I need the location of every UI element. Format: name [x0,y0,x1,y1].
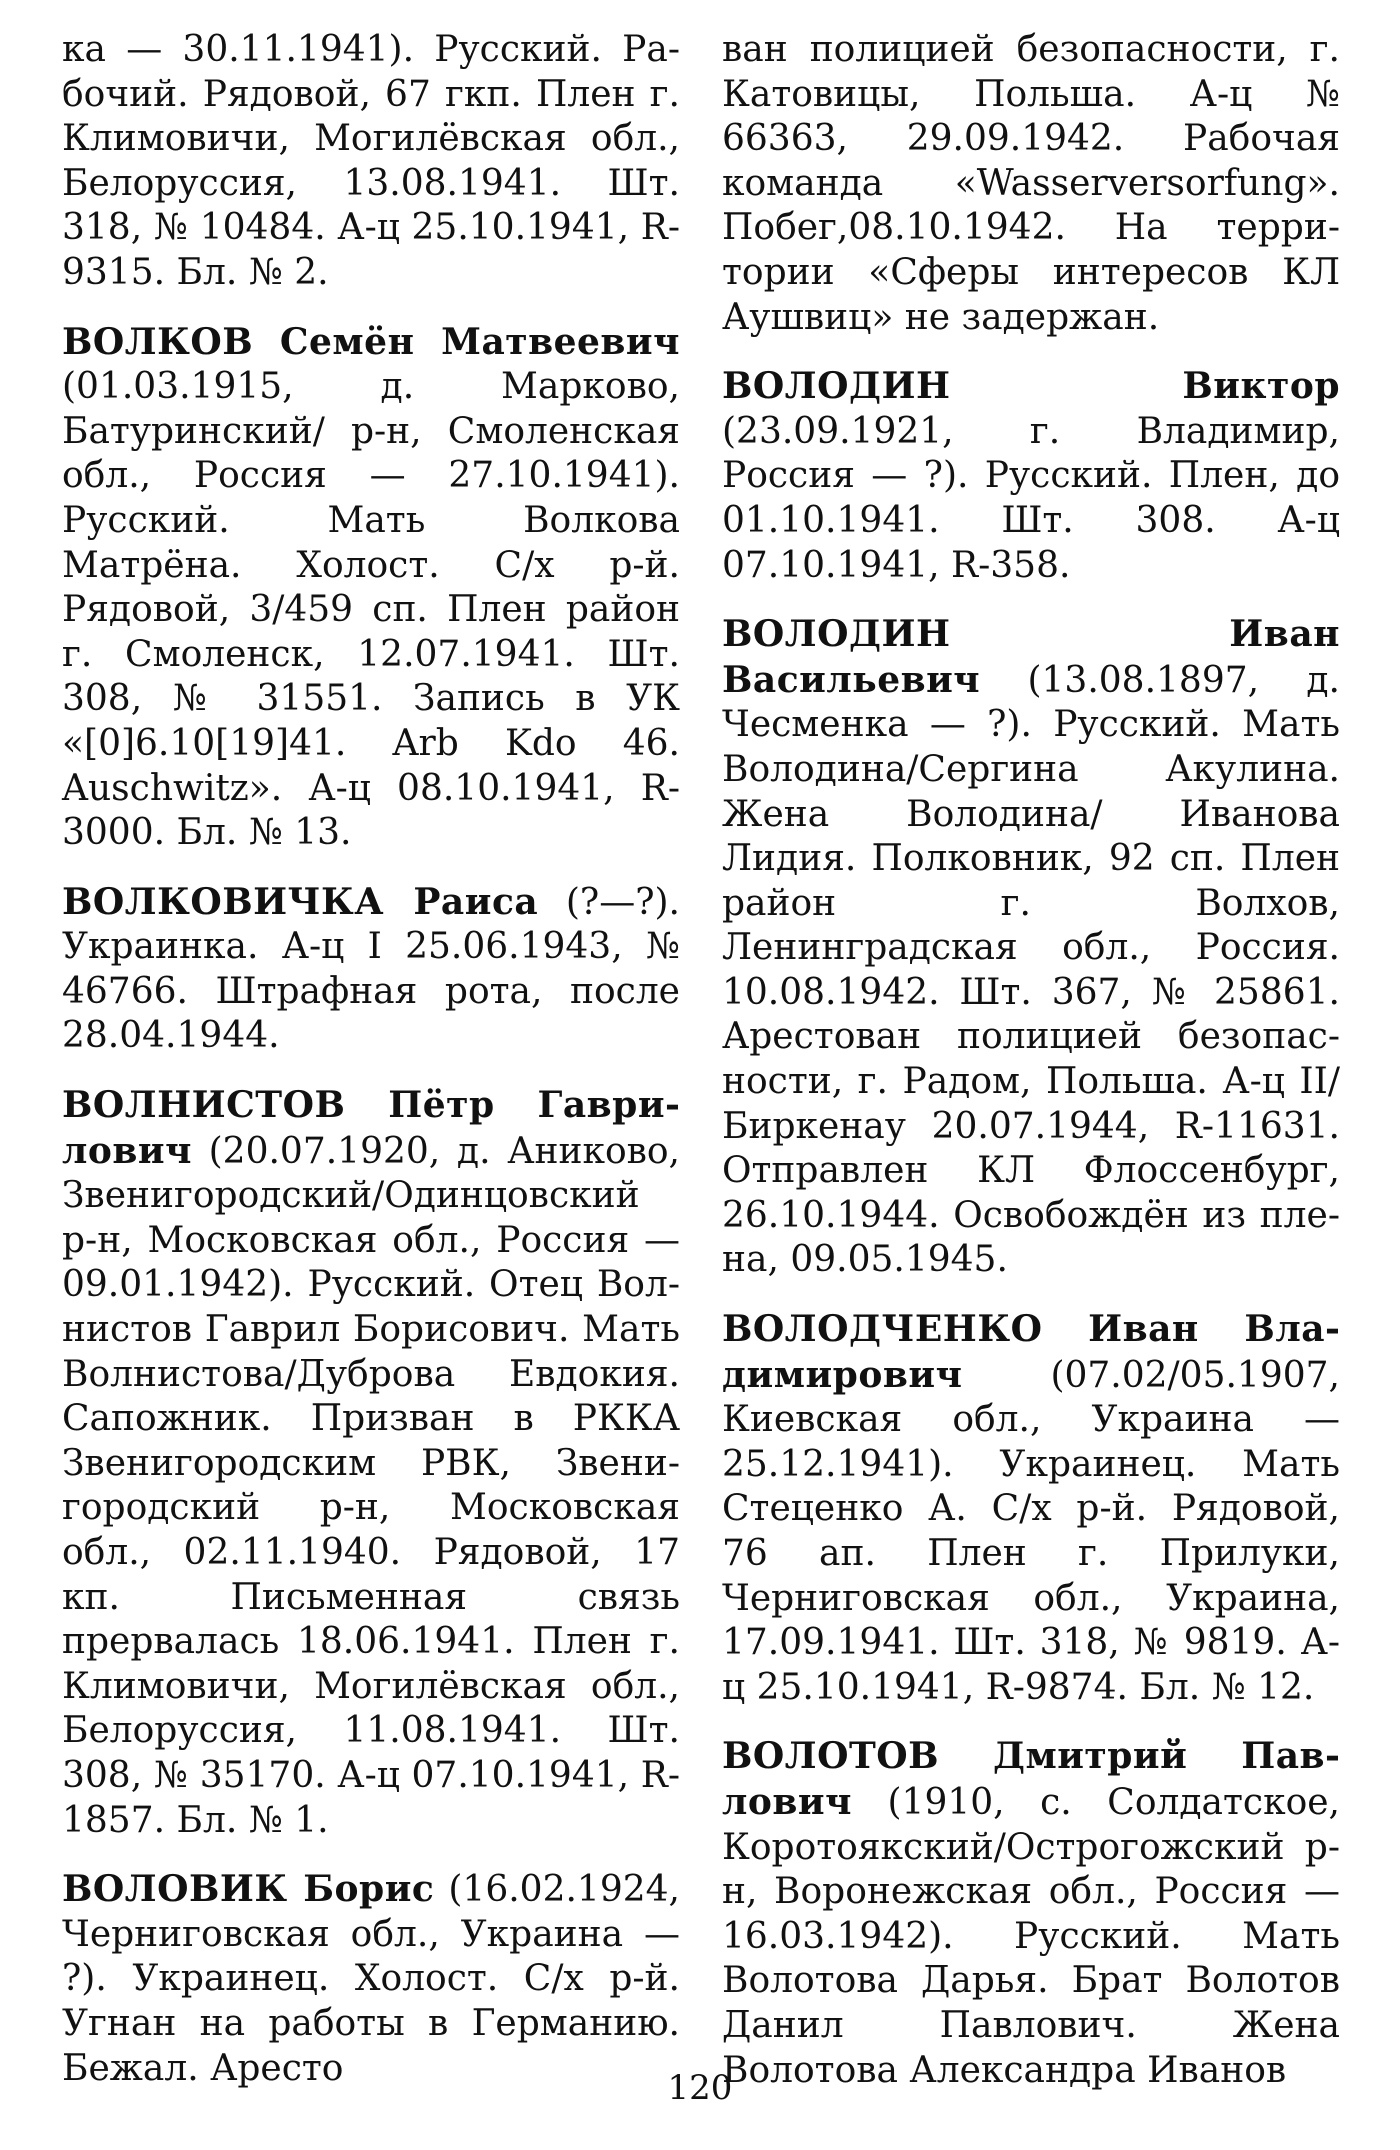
entry-name: ВОЛНИСТОВ Пётр Гаврилович [62,1084,680,1172]
entry-text: (20.07.1920, д. Аниково, Звенигородский/Одинцовский р-н, Московская обл., Россия — 09.01.1942). Русский. Отец Волнистов Гаврил Борисович. Мать Волнистова/Дуброва Евдокия. Сапожник. Призван в РККА Звенигородским РВК, Звенигородский р-н, Московская обл., 02.11.1940. Рядовой, 17 кп. Письменная связь прервалась 18.06.1941. Плен г. Климовичи, Могилёвская обл., Белоруссия, 11.08.1941. Шт. 308, № 35170. А-ц 07.10.1941, R-1857. Бл. № 1. [62,1130,680,1841]
entry-text: (1910, с. Солдатское, Коротоякский/Острогожский р-н, Воронежская обл., Россия — 16.03.1942). Русский. Мать Волотова Дарья. Брат Волотов Данил Павлович. Жена Волотова Александра Иванов [722,1781,1340,2091]
entry-name: ВОЛКОВ Семён Матвеевич [62,320,680,363]
entry-volnistov [62,1083,680,1843]
entry-volovik [62,1867,680,2091]
entry-text: ван полицией безопасности, г. Катовицы, Польша. А-ц № 66363, 29.09.1942. Рабочая команда «Wasserversorfung». Побег,08.10.1942. На территории «Сферы интересов КЛ Аушвиц» не задержан. [722,29,1340,338]
entry-name: ВОЛОДИН Иван Васильевич [722,613,1340,701]
entry-name: ВОЛОДЧЕНКО Иван Владимирович [722,1308,1340,1396]
entry-volodchenko [722,1307,1340,1710]
entry-text: (?—?). Украинка. А-ц I 25.06.1943, № 46766. Штрафная рота, после 28.04.1944. [62,881,680,1057]
entry-volkovichka [62,880,680,1059]
entry-volotov [722,1734,1340,2093]
entry-name: ВОЛОТОВ Дмитрий Павлович [722,1735,1340,1823]
entry-volodin-viktor [722,364,1340,588]
entry-volkov [62,320,680,856]
entry-text: (16.02.1924, Черниговская обл., Украина — ?). Украинец. Холост. С/х р-й. Угнан на работы в Германию. Бежал. Аресто [62,1869,680,2089]
page-number: 120 [667,2068,733,2108]
entry-name: ВОЛОДИН Виктор [722,365,1340,408]
entry-text: ка — 30.11.1941). Русский. Рабочий. Рядовой, 67 гкп. Плен г. Климовичи, Могилёвская обл., Белоруссия, 13.08.1941. Шт. 318, № 10484. А-ц 25.10.1941, R-9315. Бл. № 2. [62,29,680,293]
entry-text: (01.03.1915, д. Марково, Батуринский/ р-н, Смоленская обл., Россия — 27.10.1941). Русский. Мать Волкова Матрёна. Холост. С/х р-й. Рядовой, 3/459 сп. Плен район г. Смоленск, 12.07.1941. Шт. 308, № 31551. Запись в УК «[0]6.10[19]41. Arb Kdo 46. Auschwitz». А-ц 08.10.1941, R-3000. Бл. № 13. [62,366,680,854]
entry-name: ВОЛКОВИЧКА Раиса [62,880,539,923]
entry-text: (23.09.1921, г. Владимир, Россия — ?). Русский. Плен, до 01.10.1941. Шт. 308. А-ц 07.10.1941, R-358. [722,410,1340,586]
entry-continuation [722,28,1340,340]
entry-volodin-ivan [722,612,1340,1283]
entry-text: (13.08.1897, д. Чесменка — ?). Русский. Мать Володина/Сергина Акулина. Жена Володина/ Иванова Лидия. Полковник, 92 сп. Плен район г. Волхов, Ленинградская обл., Россия. 10.08.1942. Шт. 367, № 25861. Арестован полицией безопасности, г. Радом, Польша. А-ц II/ Биркенау 20.07.1944, R-11631. Отправлен КЛ Флоссенбург, 26.10.1944. Освобождён из плена, 09.05.1945. [722,659,1340,1281]
entry-text: (07.02/05.1907, Киевская обл., Украина — 25.12.1941). Украинец. Мать Стеценко А. С/х р-й. Рядовой, 76 ап. Плен г. Прилуки, Черниговская обл., Украина, 17.09.1941. Шт. 318, № 9819. А-ц 25.10.1941, R-9874. Бл. № 12. [722,1354,1340,1708]
left-column [62,28,680,2115]
entry-name: ВОЛОВИК Борис [62,1868,435,1911]
right-column [722,28,1340,2117]
entry-continuation [62,28,680,296]
